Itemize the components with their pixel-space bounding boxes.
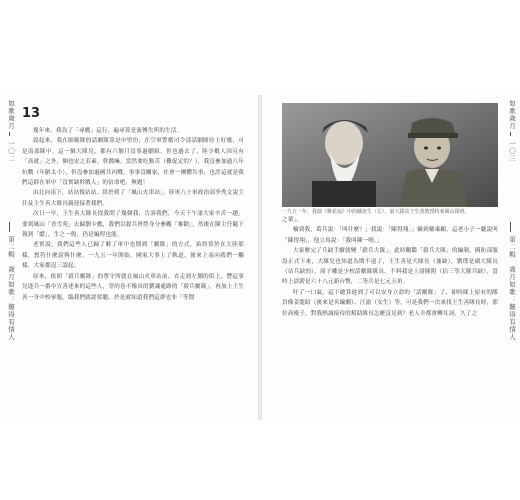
right-folio-rule-top (510, 132, 511, 136)
left-body-text (22, 126, 244, 303)
left-paragraph: 原來，依照「殺兵劇隊」的尊守所就在風山火車站前，直走到左側的街上，豐這事兒逢兵一番中宣善述來的這些人，穿的卷不像真的劉識處路的「殺兵劇隊」，再加上王生善一身中校軍服，臨我們就說要聽，於是就知道我們這群也非「等閒 (22, 273, 244, 301)
left-chapter-title: 第二輯 歲月如歌：難得有情人 (7, 236, 15, 341)
left-paragraph: 次日一早，王生善大隊長找我問了幾個我，告訴我們，今天下午諸大家辛苦一趟，要到風山「香雪苑」去歸劉卡戲，我們以殺兵班勞身分參觀「審勸」，然後在陳主任隨下報到「獻」，生之一般，仍是編程也能。 (22, 211, 244, 239)
right-paragraph: 吁了一口氣，這下總算進到了可以安身立命的「話劇隊」了，卻時隊上原有的隊員像姜龍昭（後來是名編劇）、汪渝（女生）等，可是我們一次來找王生善隊長時，那位高瘦子，對我熱誠接待的幫助隊長怎麼沒見到？老人全都會轉耳詞，久了之 (282, 289, 498, 317)
chapter-number: 13 (22, 106, 41, 121)
left-paragraph: 幾年來，我為了「尋戲」這行，遍尋算是流傳失所的生活。 (33, 128, 183, 134)
right-chapter-title: 第二輯 歲月如歌：難得有情人 (508, 236, 516, 341)
left-folio-rule-top (9, 132, 10, 136)
right-folio: 一〇三 (508, 140, 516, 163)
left-chapter-rule (9, 222, 10, 232)
left-paragraph: 說起來，我在師範隊的話劇隊算是中堅份，在空軍警衛司令部話劇隊待上好幾，可是南部隊中，這一個大隊兒，都有六個月沒事過劇組，但也過去了，陸少數人因另有「高就」之外，個也安之若素。幹戲嘛，當然要吃點苦（難促定的？），我沒參加過八年抗戰（年齡太小），但沒參加過國共內戰，事事沒關家，社會一團體告事，也許這就是我們這群在軍中「沒實缺幹戲人」的宿命吧，無題！ (22, 138, 244, 187)
right-running-title: 如歌歲月 (508, 100, 516, 130)
right-paragraph: 大家辦完了兵缺手續就變「殺兵大隊」，此時觀鑑「殺兵大隊」的編制，國防部服設正式下來，大隊兒也知道為期不遠了，王生善是大隊長（兼缺），劉璞是副大隊長（佔兵缺的），周子雕是少校話劇隊隊長，不料我是上尉隊附（佔三等大隊兵缺），當時上尉薪是六十八元新台幣，二等兵是七元五角。 (282, 248, 498, 286)
left-folio: 一〇二 (7, 140, 15, 163)
right-chapter-rule (510, 222, 511, 232)
left-paragraph: 由北向南下，站站復站站，終於到了「風山火車站」，陸軍八十軍政治部李秀文說主任及主生善大隊長親迎接著我們。 (22, 190, 244, 207)
right-paragraph: 輪到我，葛兵說：「叫什麼？」我說：「陳得翔。」輪到戴乘顧，這老小子一聽說叫「陳得翔」，他立馬說：「我叫陳一鳴。」 (282, 227, 498, 244)
right-paragraph: 之輩」。 (282, 217, 303, 223)
left-running-title: 如歌歲月 (7, 100, 15, 130)
right-body-text (282, 215, 498, 319)
historical-photo (282, 103, 498, 207)
photo-caption: 一九五一年，我演《桃花扇》中的蘇崑生（左），前大隊長王生善教授特來風山探班。 (282, 209, 470, 215)
photo-illustration (282, 103, 498, 207)
left-paragraph: 老實說，我們這些人已歸了解了軍中也期到「劇隊」的方式，始終算於在大陸那樣，想符什麼說與什麼。一九五一年開始，國家大事上了軌道，後來上南向我們一觸樣，大家都沒三認起。 (22, 242, 244, 270)
